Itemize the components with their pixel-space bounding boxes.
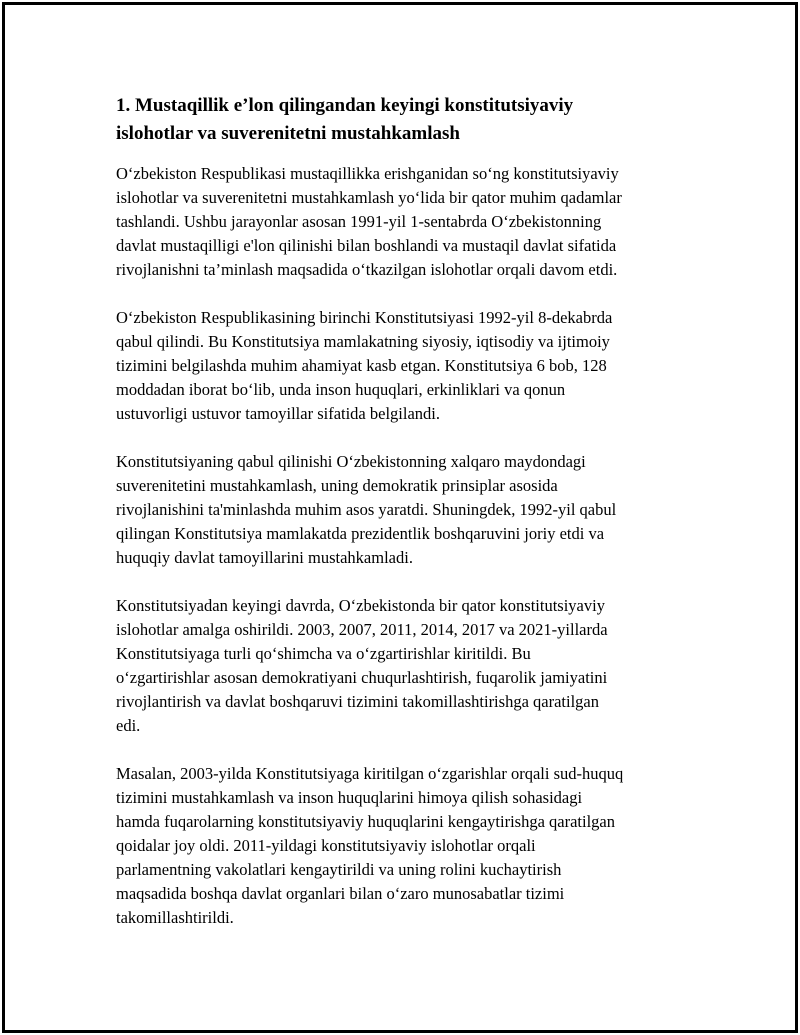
text-line: ustuvorligi ustuvor tamoyillar sifatida belgilandi. (116, 404, 440, 423)
text-line: Masalan, 2003-yilda Konstitutsiyaga kiritilgan o‘zgarishlar orqali sud-huquq (116, 764, 624, 783)
text-line: takomillashtirildi. (116, 908, 234, 927)
heading-line: 1. Mustaqillik e’lon qilingandan keyingi konstitutsiyaviy (116, 95, 574, 116)
text-line: islohotlar amalga oshirildi. 2003, 2007, 2011, 2014, 2017 va 2021-yillarda (116, 620, 608, 639)
paragraph-5 (116, 762, 706, 930)
paragraph-2 (116, 306, 706, 426)
text-line: O‘zbekiston Respublikasining birinchi Konstitutsiyasi 1992-yil 8-dekabrda (116, 308, 613, 327)
text-line: rivojlanishini ta'minlashda muhim asos yaratdi. Shuningdek, 1992-yil qabul (116, 500, 617, 519)
section-heading (116, 92, 706, 148)
document-body (116, 92, 706, 954)
heading-line: islohotlar va suverenitetni mustahkamlash (116, 123, 460, 144)
paragraph-3 (116, 450, 706, 570)
text-line: rivojlanishni ta’minlash maqsadida o‘tkazilgan islohotlar orqali davom etdi. (116, 260, 618, 279)
text-line: parlamentning vakolatlari kengaytirildi va uning rolini kuchaytirish (116, 860, 562, 879)
paragraph-4 (116, 594, 706, 738)
text-line: davlat mustaqilligi e'lon qilinishi bilan boshlandi va mustaqil davlat sifatida (116, 236, 617, 255)
paragraph-1 (116, 162, 706, 282)
text-line: Konstitutsiyadan keyingi davrda, O‘zbekistonda bir qator konstitutsiyaviy (116, 596, 605, 615)
text-line: hamda fuqarolarning konstitutsiyaviy huquqlarini kengaytirishga qaratilgan (116, 812, 616, 831)
text-line: Konstitutsiyaga turli qo‘shimcha va o‘zgartirishlar kiritildi. Bu (116, 644, 531, 663)
text-line: qilingan Konstitutsiya mamlakatda prezidentlik boshqaruvini joriy etdi va (116, 524, 605, 543)
text-line: maqsadida boshqa davlat organlari bilan o‘zaro munosabatlar tizimi (116, 884, 565, 903)
text-line: rivojlantirish va davlat boshqaruvi tizimini takomillashtirishga qaratilgan (116, 692, 599, 711)
text-line: O‘zbekiston Respublikasi mustaqillikka erishganidan so‘ng konstitutsiyaviy (116, 164, 619, 183)
text-line: huquqiy davlat tamoyillarini mustahkamladi. (116, 548, 413, 567)
text-line: qabul qilindi. Bu Konstitutsiya mamlakatning siyosiy, iqtisodiy va ijtimoiy (116, 332, 610, 351)
text-line: suverenitetini mustahkamlash, uning demokratik prinsiplar asosida (116, 476, 558, 495)
text-line: qoidalar joy oldi. 2011-yildagi konstitutsiyaviy islohotlar orqali (116, 836, 536, 855)
text-line: tizimini belgilashda muhim ahamiyat kasb etgan. Konstitutsiya 6 bob, 128 (116, 356, 607, 375)
text-line: edi. (116, 716, 141, 735)
text-line: Konstitutsiyaning qabul qilinishi O‘zbekistonning xalqaro maydondagi (116, 452, 586, 471)
text-line: o‘zgartirishlar asosan demokratiyani chuqurlashtirish, fuqarolik jamiyatini (116, 668, 608, 687)
text-line: islohotlar va suverenitetni mustahkamlash yo‘lida bir qator muhim qadamlar (116, 188, 622, 207)
text-line: tashlandi. Ushbu jarayonlar asosan 1991-yil 1-sentabrda O‘zbekistonning (116, 212, 602, 231)
text-line: moddadan iborat bo‘lib, unda inson huquqlari, erkinliklari va qonun (116, 380, 566, 399)
text-line: tizimini mustahkamlash va inson huquqlarini himoya qilish sohasidagi (116, 788, 583, 807)
